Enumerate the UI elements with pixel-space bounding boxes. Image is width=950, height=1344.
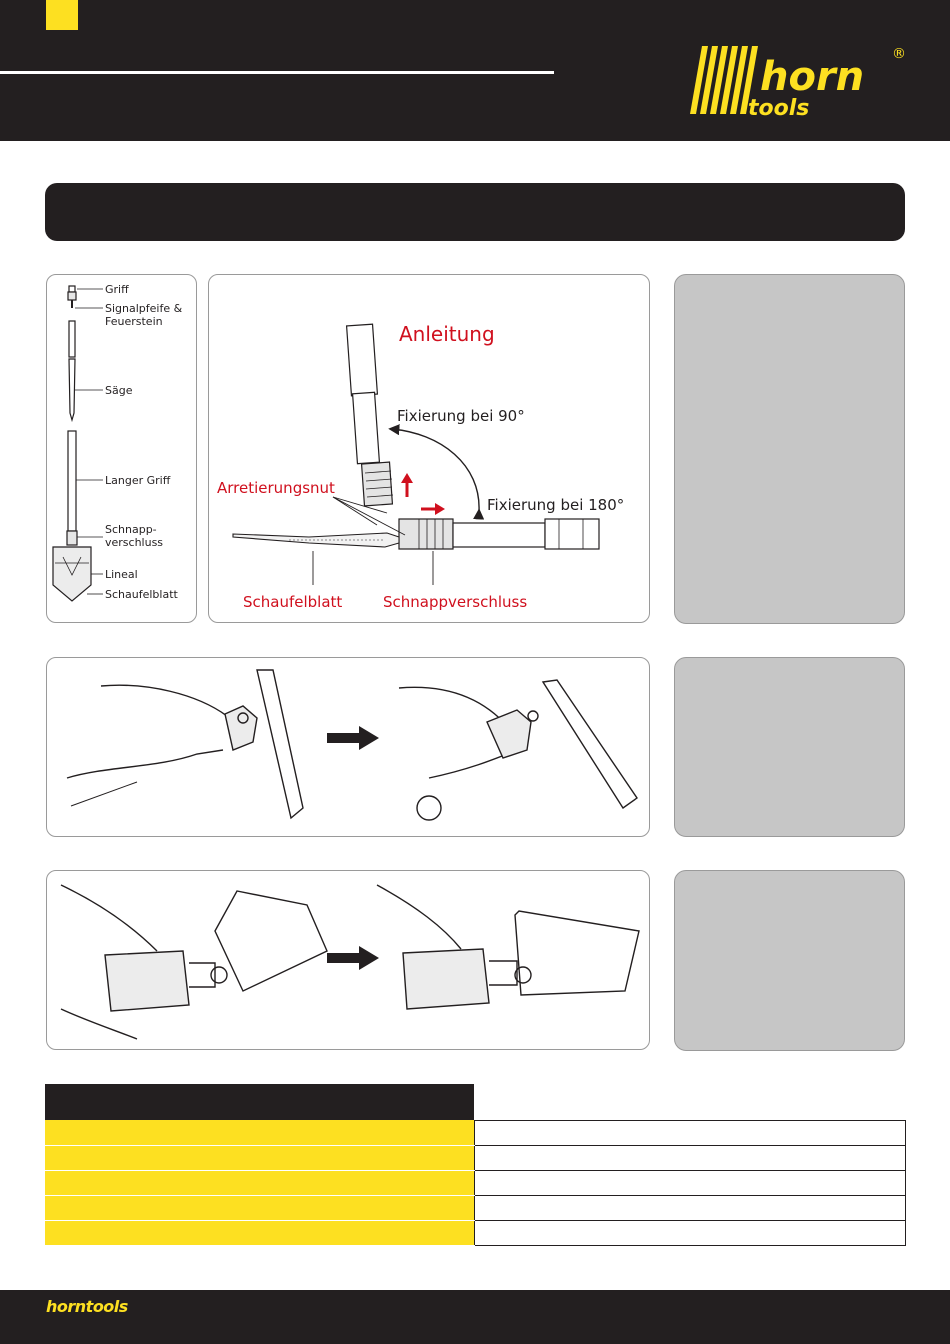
parts-illustration [47,275,198,624]
logo-registered: ® [892,46,906,62]
table-row [46,1146,906,1171]
table-row [46,1221,906,1246]
logo-word: horn [760,54,865,100]
header-yellow-tab [46,0,78,30]
step1-hand-left [101,685,247,728]
spec-key [46,1221,475,1246]
spec-value [475,1146,906,1171]
part-griff [68,292,76,300]
step1-blade-right [543,680,637,808]
step2-blade-left [215,891,327,991]
table-row [46,1121,906,1146]
spec-key [46,1121,475,1146]
parts-label-schnapp: Schnapp- [105,523,157,536]
parts-label-feuerstein: Feuerstein [105,315,163,328]
text-panel-2 [674,657,905,837]
logo-sub: tools [748,96,810,121]
parts-label-schaufelblatt: Schaufelblatt [105,588,178,601]
spec-value [475,1171,906,1196]
parts-label-lineal: Lineal [105,568,138,581]
spec-value [475,1196,906,1221]
handle-end-cap [545,519,599,549]
instruction-diagram-panel [208,274,650,623]
handle-upper-segment [347,324,378,396]
spec-table-header [45,1084,474,1120]
handle-middle-segment [353,392,380,463]
part-saw [69,359,75,420]
step1-illustration-panel [46,657,650,837]
horn-tools-logo [688,42,918,122]
parts-panel [46,274,197,623]
parts-label-signalpfeife: Signalpfeife & [105,302,183,315]
snap-lock-collar [399,519,453,549]
diagram-label-snap: Schnappverschluss [383,593,528,611]
spec-key [46,1196,475,1221]
diagram-label-blade: Schaufelblatt [243,593,343,611]
step2-collar-right [403,949,489,1009]
spec-key [46,1171,475,1196]
spec-value [475,1221,906,1246]
parts-label-griff: Griff [105,283,129,296]
diagram-label-fix90: Fixierung bei 90° [397,407,525,425]
handle-lock-collar [362,462,393,506]
parts-label-langer-griff: Langer Griff [105,474,171,487]
text-panel-1 [674,274,905,624]
step1-blade-left [257,670,303,818]
spec-key [46,1146,475,1171]
diagram-title: Anleitung [399,322,495,346]
part-griff-cap [69,286,75,292]
diagram-label-fix180: Fixierung bei 180° [487,496,625,514]
header-rule [0,71,554,74]
step2-blade-right [515,911,639,995]
table-row [46,1196,906,1221]
section-title-bar [45,183,905,241]
part-blade [53,547,91,601]
part-tube [69,321,75,357]
part-long-grip [68,431,76,531]
handle-horizontal-segment [453,523,545,547]
parts-label-verschluss: verschluss [105,536,164,549]
arrow-right-icon [327,726,379,750]
table-row [46,1171,906,1196]
footer-logo: horntools [46,1297,128,1316]
step2-collar-left [105,951,189,1011]
spec-value [475,1121,906,1146]
instruction-illustration [209,275,651,624]
part-snap-lock [67,531,77,545]
step2-illustration-panel [46,870,650,1050]
diagram-label-groove: Arretierungsnut [217,479,335,497]
rotation-arrow [391,429,479,511]
arrow-right-icon [327,946,379,970]
spec-table [45,1120,906,1246]
parts-label-saege: Säge [105,384,133,397]
step2-hand-left [61,885,157,951]
text-panel-3 [674,870,905,1051]
step1-illustration [47,658,651,838]
step2-hand-right [377,885,461,949]
step2-illustration [47,871,651,1051]
footer-bar [0,1290,950,1344]
